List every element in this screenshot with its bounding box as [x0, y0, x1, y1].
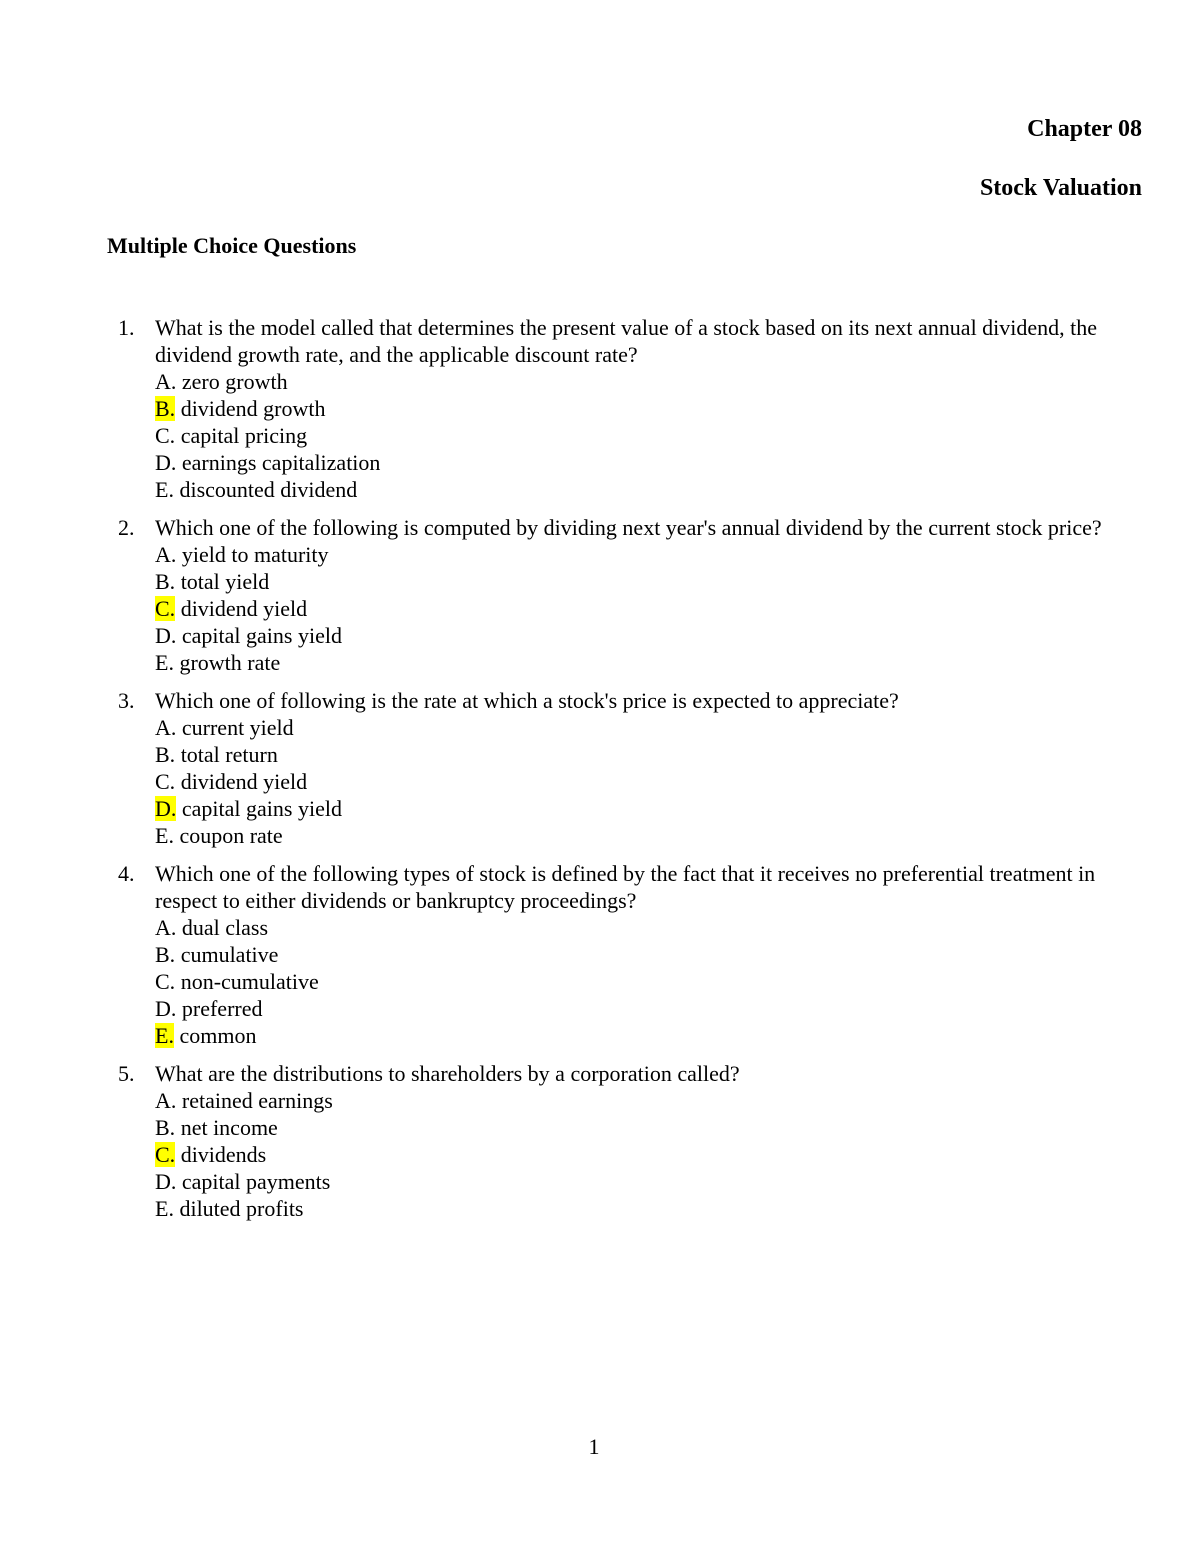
- option-letter: D.: [155, 996, 177, 1021]
- answer-option: [155, 941, 1148, 968]
- section-heading: Multiple Choice Questions: [107, 233, 357, 258]
- chapter-label: Chapter 08: [1027, 116, 1142, 142]
- option-text: total yield: [175, 569, 270, 594]
- question-number: 3.: [118, 688, 135, 713]
- answer-option: [155, 768, 1148, 795]
- option-text: retained earnings: [176, 1088, 333, 1113]
- option-letter: E.: [155, 823, 174, 848]
- option-text: preferred: [176, 996, 263, 1021]
- option-text: coupon rate: [173, 823, 283, 848]
- option-text: earnings capitalization: [176, 450, 381, 475]
- option-letter: A.: [155, 369, 177, 394]
- option-text: growth rate: [173, 650, 281, 675]
- answer-option: [155, 1114, 1148, 1141]
- correct-answer-letter: D.: [155, 796, 177, 821]
- answer-option: [155, 741, 1148, 768]
- question-item: [118, 514, 1148, 676]
- answer-option: [155, 395, 1148, 422]
- question-item: [118, 687, 1148, 849]
- option-letter: B.: [155, 569, 176, 594]
- answer-option: [155, 595, 1148, 622]
- page-number: 1: [588, 1434, 600, 1459]
- option-text: capital gains yield: [176, 623, 342, 648]
- option-letter: D.: [155, 450, 177, 475]
- option-text: net income: [175, 1115, 278, 1140]
- question-item: [118, 1060, 1148, 1222]
- chapter-title: Stock Valuation: [979, 175, 1142, 201]
- answer-option: [155, 795, 1148, 822]
- option-text: capital payments: [176, 1169, 331, 1194]
- option-letter: D.: [155, 623, 177, 648]
- question-text: What are the distributions to shareholders by a corporation called?: [155, 1061, 740, 1086]
- option-text: cumulative: [175, 942, 279, 967]
- option-text: dividend yield: [175, 596, 308, 621]
- option-text: zero growth: [176, 369, 288, 394]
- option-text: diluted profits: [173, 1196, 304, 1221]
- answer-option: [155, 541, 1148, 568]
- answer-option: [155, 1087, 1148, 1114]
- answer-option: [155, 622, 1148, 649]
- option-letter: D.: [155, 1169, 177, 1194]
- answer-option: [155, 476, 1148, 503]
- option-text: discounted dividend: [173, 477, 358, 502]
- option-text: current yield: [176, 715, 294, 740]
- question-text: Which one of the following is computed by dividing next year's annual dividend by the current stock price?: [155, 515, 1102, 540]
- question-item: [118, 314, 1148, 503]
- option-letter: B.: [155, 1115, 176, 1140]
- question-item: [118, 860, 1148, 1049]
- answer-option: [155, 1141, 1148, 1168]
- answer-option: [155, 422, 1148, 449]
- option-letter: A.: [155, 715, 177, 740]
- answer-option: [155, 1168, 1148, 1195]
- question-number: 2.: [118, 515, 135, 540]
- answer-option: [155, 368, 1148, 395]
- correct-answer-letter: C.: [155, 596, 176, 621]
- question-text: Which one of the following types of stock is defined by the fact that it receives no preferential treatment in respect to either dividends or bankruptcy proceedings?: [155, 861, 1096, 913]
- correct-answer-letter: C.: [155, 1142, 176, 1167]
- answer-option: [155, 968, 1148, 995]
- answer-option: [155, 1195, 1148, 1222]
- question-text: Which one of following is the rate at which a stock's price is expected to appreciate?: [155, 688, 899, 713]
- option-text: capital gains yield: [176, 796, 342, 821]
- option-letter: A.: [155, 1088, 177, 1113]
- question-number: 1.: [118, 315, 135, 340]
- option-text: dividends: [175, 1142, 267, 1167]
- option-letter: E.: [155, 650, 174, 675]
- answer-option: [155, 914, 1148, 941]
- option-text: dividend growth: [175, 396, 326, 421]
- question-number: 4.: [118, 861, 135, 886]
- question-number: 5.: [118, 1061, 135, 1086]
- option-text: non-cumulative: [175, 969, 319, 994]
- option-text: dual class: [176, 915, 269, 940]
- option-letter: C.: [155, 769, 176, 794]
- option-letter: B.: [155, 742, 176, 767]
- option-letter: E.: [155, 1196, 174, 1221]
- option-text: total return: [175, 742, 278, 767]
- answer-option: [155, 714, 1148, 741]
- answer-option: [155, 449, 1148, 476]
- option-letter: C.: [155, 969, 176, 994]
- option-text: common: [173, 1023, 257, 1048]
- option-text: capital pricing: [175, 423, 308, 448]
- option-letter: E.: [155, 477, 174, 502]
- answer-option: [155, 822, 1148, 849]
- option-letter: A.: [155, 915, 177, 940]
- question-text: What is the model called that determines the present value of a stock based on its next annual dividend, the dividend growth rate, and the applicable discount rate?: [155, 315, 1098, 367]
- answer-option: [155, 649, 1148, 676]
- option-text: dividend yield: [175, 769, 308, 794]
- answer-option: [155, 1022, 1148, 1049]
- correct-answer-letter: E.: [155, 1023, 174, 1048]
- question-list: [118, 314, 1148, 1233]
- correct-answer-letter: B.: [155, 396, 176, 421]
- answer-option: [155, 568, 1148, 595]
- option-text: yield to maturity: [176, 542, 329, 567]
- option-letter: B.: [155, 942, 176, 967]
- option-letter: A.: [155, 542, 177, 567]
- option-letter: C.: [155, 423, 176, 448]
- answer-option: [155, 995, 1148, 1022]
